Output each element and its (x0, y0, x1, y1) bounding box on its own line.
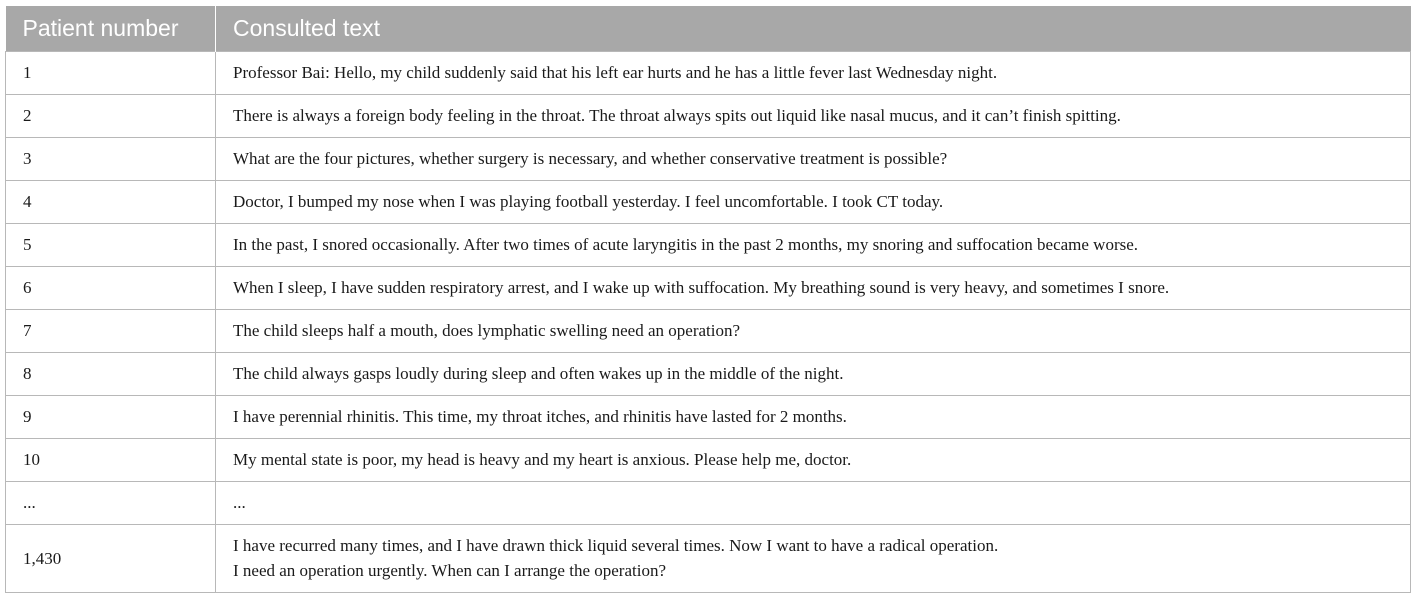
consulted-text-cell (216, 51, 1411, 94)
consulted-text-cell (216, 266, 1411, 309)
consultation-table-container (5, 6, 1410, 593)
patient-number-cell: ... (6, 481, 216, 524)
consulted-text-line: Professor Bai: Hello, my child suddenly said that his left ear hurts and he has a little fever last Wednesday night. (233, 63, 998, 82)
patient-number-cell: 2 (6, 94, 216, 137)
consulted-text-line: What are the four pictures, whether surgery is necessary, and whether conservative treatment is possible? (233, 149, 948, 168)
patient-number-cell: 9 (6, 395, 216, 438)
consulted-text-line: I have perennial rhinitis. This time, my throat itches, and rhinitis have lasted for 2 months. (233, 407, 847, 426)
header-consulted-text: Consulted text (216, 6, 1411, 51)
table-row (6, 266, 1411, 309)
table-row (6, 352, 1411, 395)
header-patient-number: Patient number (6, 6, 216, 51)
patient-number-cell: 3 (6, 137, 216, 180)
patient-number-cell: 7 (6, 309, 216, 352)
table-row (6, 94, 1411, 137)
consultation-table (5, 6, 1411, 593)
table-row (6, 223, 1411, 266)
consulted-text-cell (216, 352, 1411, 395)
consulted-text-cell (216, 395, 1411, 438)
consulted-text-cell (216, 223, 1411, 266)
header-row (6, 6, 1411, 51)
table-row (6, 180, 1411, 223)
consulted-text-cell (216, 524, 1411, 592)
table-row (6, 137, 1411, 180)
consulted-text-line: In the past, I snored occasionally. After two times of acute laryngitis in the past 2 months, my snoring and suffocation became worse. (233, 235, 1139, 254)
consulted-text-cell (216, 481, 1411, 524)
consulted-text-line: ... (233, 493, 246, 512)
consulted-text-line: The child sleeps half a mouth, does lymphatic swelling need an operation? (233, 321, 741, 340)
consulted-text-line: The child always gasps loudly during sleep and often wakes up in the middle of the night. (233, 364, 844, 383)
table-row (6, 524, 1411, 592)
table-row (6, 395, 1411, 438)
patient-number-cell: 5 (6, 223, 216, 266)
consulted-text-line: My mental state is poor, my head is heavy and my heart is anxious. Please help me, doctor. (233, 450, 852, 469)
patient-number-cell: 4 (6, 180, 216, 223)
consulted-text-cell (216, 180, 1411, 223)
consulted-text-line: When I sleep, I have sudden respiratory arrest, and I wake up with suffocation. My breathing sound is very heavy, and sometimes I snore. (233, 278, 1170, 297)
patient-number-cell: 1 (6, 51, 216, 94)
consulted-text-cell (216, 309, 1411, 352)
table-row (6, 481, 1411, 524)
patient-number-cell: 1,430 (6, 524, 216, 592)
consulted-text-line: I have recurred many times, and I have drawn thick liquid several times. Now I want to have a radical operation. (233, 536, 999, 555)
consulted-text-cell (216, 137, 1411, 180)
consulted-text-line: Doctor, I bumped my nose when I was playing football yesterday. I feel uncomfortable. I took CT today. (233, 192, 944, 211)
table-row (6, 309, 1411, 352)
table-body (6, 51, 1411, 592)
patient-number-cell: 8 (6, 352, 216, 395)
consulted-text-line: I need an operation urgently. When can I arrange the operation? (233, 561, 666, 580)
consulted-text-line: There is always a foreign body feeling in the throat. The throat always spits out liquid like nasal mucus, and it can’t finish spitting. (233, 106, 1121, 125)
table-header (6, 6, 1411, 51)
patient-number-cell: 10 (6, 438, 216, 481)
consulted-text-cell (216, 94, 1411, 137)
table-row (6, 438, 1411, 481)
table-row (6, 51, 1411, 94)
consulted-text-cell (216, 438, 1411, 481)
patient-number-cell: 6 (6, 266, 216, 309)
